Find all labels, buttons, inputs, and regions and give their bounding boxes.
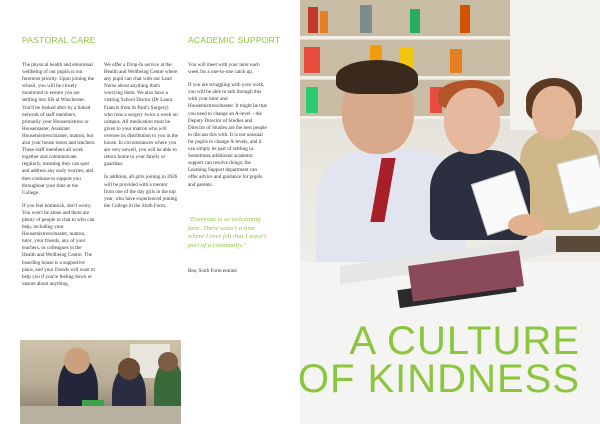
girl-head	[532, 86, 576, 140]
book	[320, 11, 328, 33]
boy-hair	[336, 60, 418, 94]
boy-head	[444, 88, 500, 154]
book	[450, 49, 462, 73]
title-line-2: OF KINDNESS	[297, 357, 580, 401]
academic-column	[188, 62, 268, 195]
academic-support-heading: ACADEMIC SUPPORT	[188, 35, 281, 45]
book	[410, 9, 420, 33]
book	[360, 5, 372, 33]
pupil-head	[118, 358, 140, 380]
paragraph: If you are struggling with your work, you will be able to talk through this with your tutor and Housemistress/master. It might be that you need to change an A-level – the Deputy Director of Studies and Director of Studies are the best people to discuss this with. It is not unusual for pupils to change A-levels, and it can simply be part of settling in. Sometimes additional academic support can resolve things; the Learning Support department can offer advice and guidance for pupils and parents.	[188, 82, 267, 188]
book	[308, 7, 318, 33]
pupil-head	[158, 352, 178, 372]
paragraph: You will meet with your tutor each week for a one-to-one catch up.	[188, 62, 260, 76]
book	[304, 47, 320, 73]
hand	[508, 214, 546, 236]
page-title	[297, 319, 580, 401]
pull-quote: "Everyone is so welcoming here. There wasn't a time where I ever felt that I wasn't part of a community."	[188, 216, 267, 249]
paragraph: If you feel homesick, don't worry. You won't be alone and there are plenty of people to chat to who can help, including your Housemistress/master, matron, tutor, your friends, any of your teachers, or colleagues in the Health and Wellbeing Centre. The boarding house is a supportive place, and your friends will want to help you if you're feeling down or unsure about anything.	[22, 202, 95, 287]
table	[20, 406, 181, 424]
pastoral-care-heading: PASTORAL CARE	[22, 35, 96, 45]
quote-attribution: Bea, Sixth Form entrant	[188, 268, 237, 274]
pastoral-column-1	[22, 62, 96, 294]
paragraph: In addition, all girls joining in 2026 will be provided with a mentor from one of the day girls in the top year, who have experienced joining the College in the Sixth Form.	[104, 174, 178, 209]
book	[460, 5, 470, 33]
pupil-head	[64, 348, 90, 374]
book	[306, 87, 318, 113]
book-stack	[556, 236, 600, 252]
paragraph: We offer a Drop-In service at the Health and Wellbeing Centre where any pupil can chat with our Lead Nurse about anything that's worrying them. We also have a visiting School Doctor (Dr Laura Francis from St Paul's Surgery) who runs a surgery twice a week on campus. All medication must be given to your matron who will oversee its distribution to you in the house. In circumstances where you are very unwell, you will be able to return home to your family or guardian.	[104, 62, 178, 168]
pastoral-column-2	[104, 62, 178, 216]
paragraph: The physical health and emotional wellbeing of our pupils is our foremost priority. Upon joining the school, you will be closely monitored to ensure you are settling into life at Winchester. You'll be looked after by a linked network of staff members, primarily your Housemistress or Housemaster, Assistant Housemistress/master, matron, but also your house tutors and teachers. These staff members all work together and communicate regularly, meaning they can spot and address any early worries, and then continue to support you throughout your time at the College.	[22, 62, 96, 196]
classroom-photo	[20, 340, 181, 424]
title-line-1: A CULTURE	[349, 319, 580, 363]
